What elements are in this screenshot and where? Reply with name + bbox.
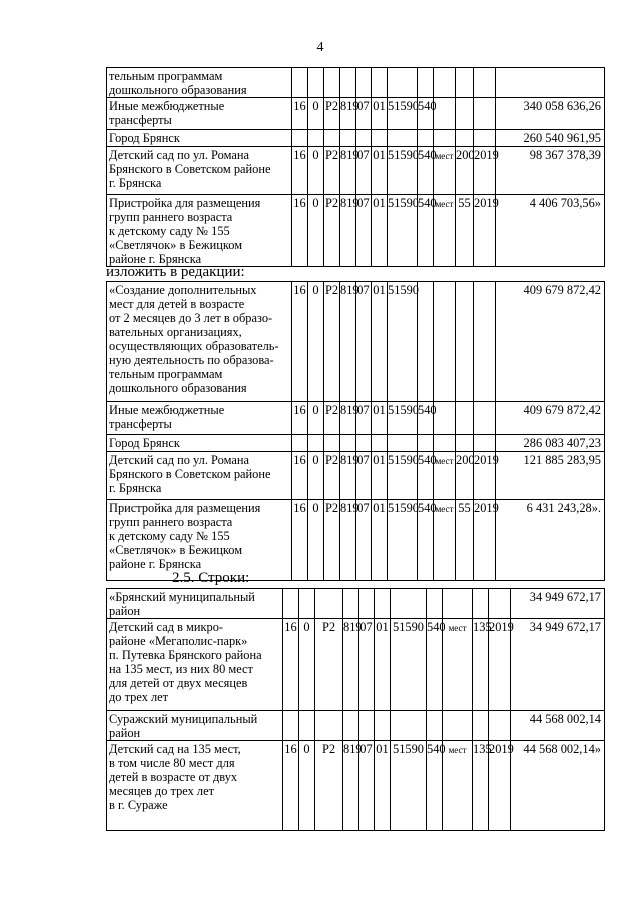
row-name: Город Брянск [107, 435, 292, 452]
cell-code-p2 [315, 589, 343, 619]
cell-code-01 [372, 130, 388, 147]
cell-capacity: 200 [456, 452, 474, 500]
table-section-a [106, 67, 605, 267]
cell-code-51590: 51590 [391, 741, 427, 831]
cell-capacity: 55 [456, 195, 474, 267]
cell-code-819 [340, 68, 356, 98]
cell-capacity [473, 589, 489, 619]
table-row [107, 195, 605, 267]
cell-amount: 260 540 961,95 [496, 130, 605, 147]
cell-unit [443, 711, 473, 741]
cell-year [489, 711, 511, 741]
cell-code-07: 07 [356, 282, 372, 402]
cell-amount: 34 949 672,17 [511, 619, 605, 711]
cell-amount: 340 058 636,26 [496, 98, 605, 130]
cell-code-07: 07 [359, 741, 375, 831]
row-name: Детский сад в микро- районе «Мегаполис-парк» п. Путевка Брянского района на 135 мест, из них 80 мест для детей от двух месяцев до трех лет [107, 619, 283, 711]
row-name: «Создание дополнительных мест для детей в возрасте от 2 месяцев до 3 лет в образо- вательных организациях, осуществляющих образователь- ную деятельность по образова- тельным программам дошкольного образования [107, 282, 292, 402]
cell-code-819: 819 [340, 402, 356, 435]
cell-code-540: 540 [418, 147, 434, 195]
cell-code-p2 [324, 68, 340, 98]
cell-unit [434, 98, 456, 130]
cell-code-819 [343, 711, 359, 741]
cell-amount: 409 679 872,42 [496, 402, 605, 435]
row-name: Иные межбюджетные трансферты [107, 402, 292, 435]
row-name: Детский сад по ул. Романа Брянского в Советском районе г. Брянска [107, 147, 292, 195]
cell-code-01 [375, 589, 391, 619]
cell-code-0 [308, 130, 324, 147]
cell-amount: 286 083 407,23 [496, 435, 605, 452]
cell-code-0: 0 [299, 619, 315, 711]
heading-rows-2-5: 2.5. Строки: [172, 570, 250, 586]
cell-code-51590: 51590 [388, 282, 418, 402]
cell-unit [434, 402, 456, 435]
cell-code-16 [283, 711, 299, 741]
cell-year: 2019 [489, 619, 511, 711]
cell-code-01: 01 [372, 98, 388, 130]
cell-code-16 [292, 68, 308, 98]
cell-capacity [473, 711, 489, 741]
table-row [107, 130, 605, 147]
table-row [107, 589, 605, 619]
table-row [107, 452, 605, 500]
cell-capacity [456, 282, 474, 402]
cell-code-540 [427, 711, 443, 741]
cell-code-01: 01 [372, 195, 388, 267]
table-section-c [106, 588, 605, 831]
cell-unit [434, 130, 456, 147]
cell-code-540: 540 [418, 402, 434, 435]
cell-code-819: 819 [340, 195, 356, 267]
cell-code-0: 0 [308, 195, 324, 267]
cell-code-0 [299, 589, 315, 619]
cell-code-540 [418, 130, 434, 147]
cell-amount: 6 431 243,28». [496, 500, 605, 581]
cell-code-p2: Р2 [315, 741, 343, 831]
cell-code-51590: 51590 [388, 452, 418, 500]
cell-code-16: 16 [292, 98, 308, 130]
cell-code-51590: 51590 [391, 619, 427, 711]
cell-code-p2 [324, 435, 340, 452]
cell-code-819: 819 [340, 500, 356, 581]
cell-code-p2: Р2 [324, 402, 340, 435]
cell-code-51590: 51590 [388, 147, 418, 195]
cell-capacity: 200 [456, 147, 474, 195]
cell-capacity [456, 435, 474, 452]
cell-capacity: 135 [473, 619, 489, 711]
cell-amount: 98 367 378,39 [496, 147, 605, 195]
cell-code-0: 0 [308, 282, 324, 402]
cell-code-0 [299, 711, 315, 741]
cell-code-0: 0 [308, 147, 324, 195]
cell-amount [496, 68, 605, 98]
cell-year [474, 282, 496, 402]
cell-code-819 [343, 589, 359, 619]
cell-code-16: 16 [292, 402, 308, 435]
row-name: Город Брянск [107, 130, 292, 147]
cell-unit: мест [434, 452, 456, 500]
cell-capacity [456, 98, 474, 130]
cell-unit [434, 435, 456, 452]
cell-code-540: 540 [427, 619, 443, 711]
heading-new-edition: изложить в редакции: [106, 264, 245, 280]
cell-unit: мест [434, 147, 456, 195]
cell-code-16 [283, 589, 299, 619]
cell-year [474, 435, 496, 452]
cell-code-51590 [388, 130, 418, 147]
row-name: «Брянский муниципальный район [107, 589, 283, 619]
cell-code-819 [340, 435, 356, 452]
cell-code-07: 07 [356, 98, 372, 130]
cell-code-51590 [388, 68, 418, 98]
cell-code-07 [359, 589, 375, 619]
cell-year: 2019 [474, 452, 496, 500]
table-row [107, 741, 605, 831]
cell-code-51590 [391, 711, 427, 741]
cell-amount: 44 568 002,14 [511, 711, 605, 741]
cell-code-0: 0 [308, 402, 324, 435]
cell-code-07 [356, 130, 372, 147]
cell-code-01: 01 [375, 741, 391, 831]
row-name: Суражский муниципальный район [107, 711, 283, 741]
table-row [107, 711, 605, 741]
cell-code-16: 16 [292, 500, 308, 581]
row-name: Пристройка для размещения групп раннего возраста к детскому саду № 155 «Светлячок» в Бежицком районе г. Брянска [107, 500, 292, 581]
cell-code-540 [418, 282, 434, 402]
table-row [107, 98, 605, 130]
cell-code-16: 16 [292, 195, 308, 267]
cell-code-07: 07 [356, 500, 372, 581]
cell-capacity: 55 [456, 500, 474, 581]
cell-code-07: 07 [359, 619, 375, 711]
cell-year [474, 130, 496, 147]
cell-code-16: 16 [283, 741, 299, 831]
cell-code-819: 819 [343, 741, 359, 831]
cell-capacity [456, 68, 474, 98]
cell-year [474, 402, 496, 435]
cell-code-07 [359, 711, 375, 741]
cell-code-0 [308, 435, 324, 452]
cell-code-819: 819 [340, 452, 356, 500]
cell-code-0: 0 [308, 452, 324, 500]
table-row [107, 68, 605, 98]
cell-unit: мест [443, 741, 473, 831]
cell-code-819: 819 [340, 147, 356, 195]
table-row [107, 282, 605, 402]
cell-code-819: 819 [340, 98, 356, 130]
cell-code-540: 540 [418, 500, 434, 581]
cell-year [489, 589, 511, 619]
cell-amount: 34 949 672,17 [511, 589, 605, 619]
cell-code-01: 01 [372, 500, 388, 581]
cell-amount: 4 406 703,56» [496, 195, 605, 267]
cell-code-07: 07 [356, 402, 372, 435]
cell-code-07: 07 [356, 195, 372, 267]
cell-code-07: 07 [356, 147, 372, 195]
cell-code-540 [418, 68, 434, 98]
row-name: Пристройка для размещения групп раннего возраста к детскому саду № 155 «Светлячок» в Бежицком районе г. Брянска [107, 195, 292, 267]
cell-code-p2 [324, 130, 340, 147]
cell-code-51590: 51590 [388, 98, 418, 130]
cell-code-819: 819 [340, 282, 356, 402]
cell-unit: мест [443, 619, 473, 711]
cell-code-01 [372, 68, 388, 98]
table-row [107, 500, 605, 581]
cell-code-16 [292, 130, 308, 147]
table-row [107, 402, 605, 435]
cell-capacity: 135 [473, 741, 489, 831]
cell-year: 2019 [474, 500, 496, 581]
cell-code-01 [372, 435, 388, 452]
cell-year: 2019 [474, 147, 496, 195]
cell-code-p2: Р2 [324, 98, 340, 130]
table-row [107, 147, 605, 195]
cell-code-01: 01 [372, 282, 388, 402]
cell-year: 2019 [474, 195, 496, 267]
cell-code-0: 0 [308, 500, 324, 581]
cell-code-16 [292, 435, 308, 452]
cell-unit [434, 282, 456, 402]
cell-code-01: 01 [372, 402, 388, 435]
cell-amount: 409 679 872,42 [496, 282, 605, 402]
cell-code-16: 16 [292, 282, 308, 402]
table-row [107, 435, 605, 452]
cell-code-819: 819 [343, 619, 359, 711]
cell-capacity [456, 402, 474, 435]
cell-year [474, 98, 496, 130]
cell-unit [443, 589, 473, 619]
cell-code-p2: Р2 [324, 500, 340, 581]
cell-unit [434, 68, 456, 98]
cell-code-540: 540 [418, 452, 434, 500]
cell-code-0: 0 [299, 741, 315, 831]
cell-code-01: 01 [375, 619, 391, 711]
cell-code-540: 540 [418, 195, 434, 267]
cell-code-07 [356, 435, 372, 452]
row-name: Детский сад на 135 мест, в том числе 80 мест для детей в возрасте от двух месяцев до трех лет в г. Сураже [107, 741, 283, 831]
cell-year [474, 68, 496, 98]
cell-code-0: 0 [308, 98, 324, 130]
cell-code-p2: Р2 [324, 452, 340, 500]
cell-code-07: 07 [356, 452, 372, 500]
cell-code-51590 [391, 589, 427, 619]
cell-code-16: 16 [292, 147, 308, 195]
cell-unit: мест [434, 500, 456, 581]
cell-code-p2 [315, 711, 343, 741]
cell-code-51590: 51590 [388, 402, 418, 435]
cell-code-540: 540 [418, 98, 434, 130]
cell-year: 2019 [489, 741, 511, 831]
table-section-b [106, 281, 605, 581]
cell-code-01: 01 [372, 147, 388, 195]
page-number: 4 [316, 40, 324, 55]
row-name: Иные межбюджетные трансферты [107, 98, 292, 130]
cell-code-540 [427, 589, 443, 619]
cell-capacity [456, 130, 474, 147]
cell-code-16: 16 [292, 452, 308, 500]
cell-code-01 [375, 711, 391, 741]
cell-code-p2: Р2 [324, 195, 340, 267]
cell-code-01: 01 [372, 452, 388, 500]
cell-code-p2: Р2 [324, 147, 340, 195]
cell-code-16: 16 [283, 619, 299, 711]
cell-code-51590 [388, 435, 418, 452]
cell-code-819 [340, 130, 356, 147]
cell-code-540: 540 [427, 741, 443, 831]
row-name: тельным программам дошкольного образования [107, 68, 292, 98]
table-row [107, 619, 605, 711]
cell-code-51590: 51590 [388, 195, 418, 267]
row-name: Детский сад по ул. Романа Брянского в Советском районе г. Брянска [107, 452, 292, 500]
cell-code-p2: Р2 [315, 619, 343, 711]
cell-code-p2: Р2 [324, 282, 340, 402]
cell-code-0 [308, 68, 324, 98]
cell-unit: мест [434, 195, 456, 267]
cell-amount: 121 885 283,95 [496, 452, 605, 500]
cell-code-51590: 51590 [388, 500, 418, 581]
cell-amount: 44 568 002,14» [511, 741, 605, 831]
cell-code-07 [356, 68, 372, 98]
cell-code-540 [418, 435, 434, 452]
